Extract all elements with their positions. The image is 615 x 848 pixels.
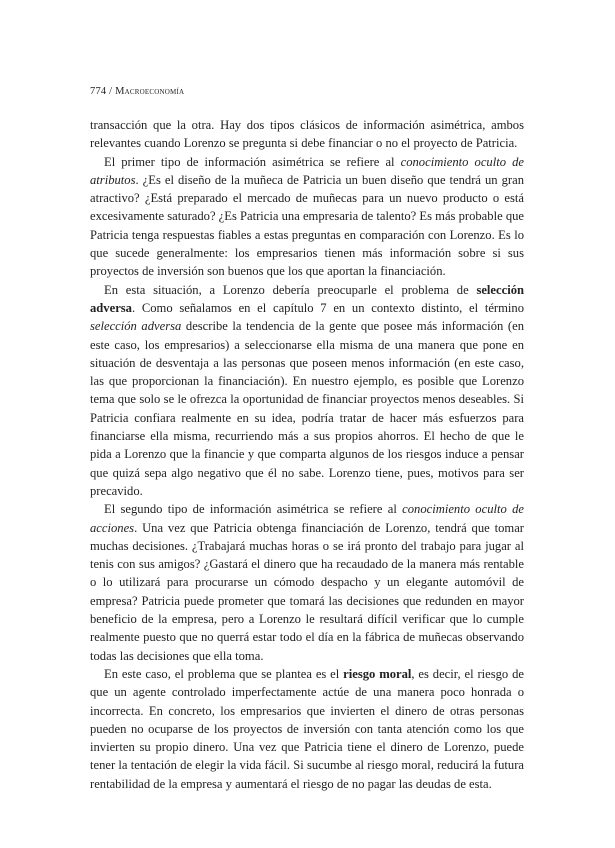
text-run: . Como señalamos en el capítulo 7 en un contexto distinto, el término [131,300,524,315]
text-run: describe la tendencia de la gente que posee más información (en este caso, los empresarios) a seleccionarse ella misma de una manera que pone en situación de desventaja a las personas que poseen menos información (en este caso, las que proporcionan la financiación). En nuestro ejemplo, es posible que Lorenzo tema que solo se le ofrezca la oportunidad de financiar proyectos menos deseables. Si Patricia confiara realmente en su idea, podría tratar de hacer más esfuerzos para financiarse ella misma, recurriendo más a sus propios ahorros. El hecho de que le pida a Lorenzo que la financie y que comparta algunos de los riesgos induce a pensar que quizá sepa algo negativo que él no sabe. Lorenzo tiene, pues, motivos para ser precavido. [90,319,524,498]
header-separator: / [106,86,116,97]
italic-term: conocimiento oculto de atributos [90,154,524,187]
body-text [90,116,524,793]
paragraph-3 [90,281,524,501]
italic-term: selección adversa [90,319,182,334]
book-title: Macroeconomía [115,86,185,97]
paragraph-2 [90,153,524,281]
bold-term: riesgo moral [343,666,412,681]
bold-term: selección adversa [90,282,524,315]
text-run: transacción que la otra. Hay dos tipos clásicos de información asimétrica, ambos relevantes cuando Lorenzo se pregunta si debe financiar o no el proyecto de Patricia. [90,118,524,151]
italic-term: conocimiento oculto de acciones [90,502,524,535]
running-head [90,86,524,97]
page [90,86,524,793]
text-run: , es decir, el riesgo de que un agente controlado imperfectamente actúe de una manera poco honrada o incorrecta. En concreto, los empresarios que invierten el dinero de otras personas pueden no ocuparse de los proyectos de inversión con tanta atención como los que invierten su propio dinero. Una vez que Patricia tiene el dinero de Lorenzo, puede tener la tentación de elegir la vida fácil. Si sucumbe al riesgo moral, reducirá la futura rentabilidad de la empresa y aumentará el riesgo de no pagar las deudas de esta. [90,666,524,791]
page-number: 774 [90,86,107,97]
paragraph-4 [90,500,524,665]
paragraph-5 [90,665,524,793]
text-run: El primer tipo de información asimétrica se refiere al [104,154,401,169]
text-run: . ¿Es el diseño de la muñeca de Patricia un buen diseño que tendrá un gran atractivo? ¿Está preparado el mercado de muñecas para un nuevo producto o está excesivamente saturado? ¿Es Patricia una empresaria de talento? Es más probable que Patricia tenga respuestas fiables a estas preguntas en comparación con Lorenzo. Es lo que sucede generalmente: los empresarios tienen más información sobre si sus proyectos de inversión son buenos que los que aportan la financiación. [90,172,524,279]
text-run: En este caso, el problema que se plantea es el [104,666,344,681]
paragraph-1 [90,116,524,153]
text-run: El segundo tipo de información asimétrica se refiere al [104,502,403,517]
text-run: En esta situación, a Lorenzo debería preocuparle el problema de [104,282,477,297]
text-run: . Una vez que Patricia obtenga financiación de Lorenzo, tendrá que tomar muchas decisiones. ¿Trabajará muchas horas o se irá pronto del trabajo para jugar al tenis con sus amigos? ¿Gastará el dinero que ha recaudado de la manera más rentable o lo utilizará para procurarse un cómodo despacho y un elegante automóvil de empresa? Patricia puede prometer que tomará las decisiones que redunden en mayor beneficio de la empresa, pero a Lorenzo le resultará difícil verificar que lo cumple realmente puesto que no querrá estar todo el día en la fábrica de muñecas observando todas las decisiones que ella toma. [90,520,524,663]
